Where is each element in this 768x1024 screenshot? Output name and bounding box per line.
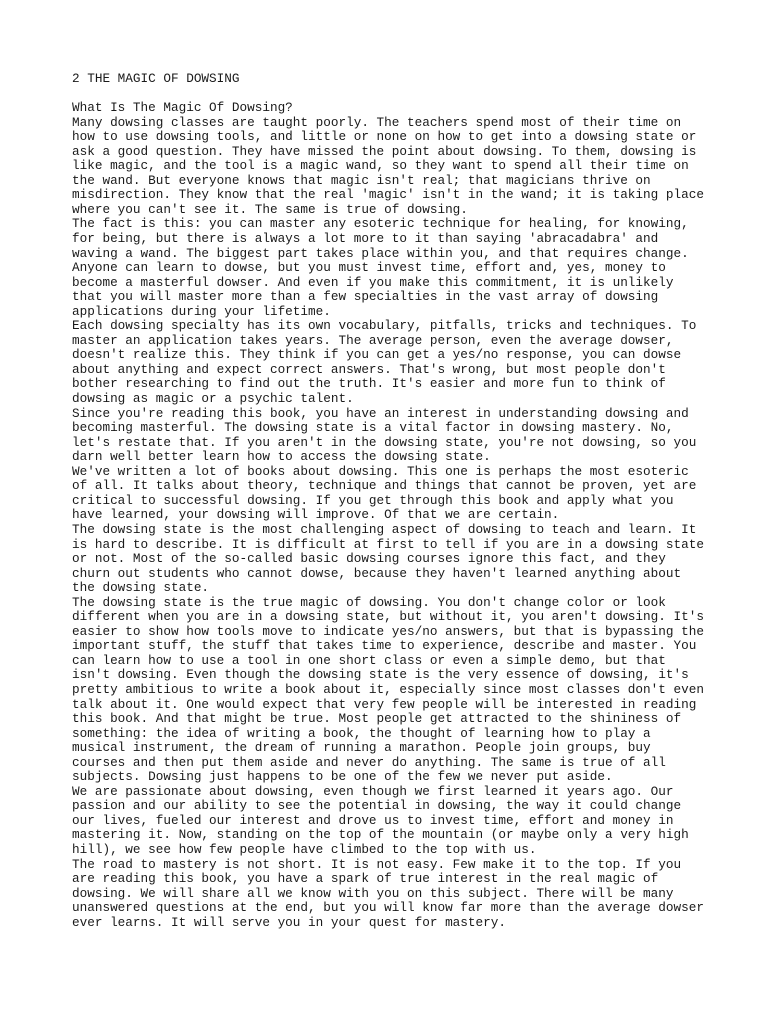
paragraph	[72, 596, 712, 785]
text-line: talk about it. One would expect that very few people will be interested in reading	[72, 696, 697, 712]
text-line: for being, but there is always a lot more to it than saying 'abracadabra' and	[72, 231, 659, 247]
text-line: easier to show how tools move to indicate yes/no answers, but that is bypassing the	[72, 623, 704, 639]
text-line: this book. And that might be true. Most people get attracted to the shininess of	[72, 711, 682, 727]
text-line: misdirection. They know that the real 'magic' isn't in the wand; it is taking place	[72, 187, 704, 203]
text-line: our lives, fueled our interest and drove us to invest time, effort and money in	[72, 812, 674, 828]
text-line: We are passionate about dowsing, even though we first learned it years ago. Our	[72, 783, 674, 799]
text-line: let's restate that. If you aren't in the dowsing state, you're not dowsing, so you	[72, 434, 697, 450]
text-line: have learned, your dowsing will improve. Of that we are certain.	[72, 507, 560, 523]
text-line: is hard to describe. It is difficult at first to tell if you are in a dowsing state	[72, 536, 704, 552]
text-line: The dowsing state is the true magic of dowsing. You don't change color or look	[72, 594, 666, 610]
document-page	[72, 72, 712, 930]
text-line: courses and then put them aside and never do anything. The same is true of all	[72, 754, 666, 770]
paragraph	[72, 217, 712, 319]
text-line: Since you're reading this book, you have an interest in understanding dowsing and	[72, 405, 689, 421]
text-line: We've written a lot of books about dowsing. This one is perhaps the most esoteric	[72, 463, 689, 479]
text-line: darn well better learn how to access the dowsing state.	[72, 449, 491, 465]
paragraph	[72, 319, 712, 406]
text-line: doesn't realize this. They think if you can get a yes/no response, you can dowse	[72, 347, 682, 363]
section-heading: What Is The Magic Of Dowsing?	[72, 100, 293, 116]
body-text	[72, 116, 712, 931]
text-line: something: the idea of writing a book, the thought of learning how to play a	[72, 725, 651, 741]
text-line: can learn how to use a tool in one short class or even a simple demo, but that	[72, 652, 666, 668]
paragraph	[72, 465, 712, 523]
text-line: mastering it. Now, standing on the top of the mountain (or maybe only a very high	[72, 827, 689, 843]
text-line: ask a good question. They have missed the point about dowsing. To them, dowsing is	[72, 143, 697, 159]
text-line: about anything and expect correct answers. That's wrong, but most people don't	[72, 361, 666, 377]
paragraph	[72, 407, 712, 465]
text-line: the wand. But everyone knows that magic isn't real; that magicians thrive on	[72, 172, 651, 188]
text-line: isn't dowsing. Even though the dowsing state is the very essence of dowsing, it's	[72, 667, 689, 683]
text-line: are reading this book, you have a spark of true interest in the real magic of	[72, 871, 659, 887]
text-line: hill), we see how few people have climbed to the top with us.	[72, 841, 537, 857]
text-line: Each dowsing specialty has its own vocabulary, pitfalls, tricks and techniques. To	[72, 318, 697, 334]
text-line: dowsing as magic or a psychic talent.	[72, 391, 354, 407]
text-line: or not. Most of the so-called basic dowsing courses ignore this fact, and they	[72, 551, 666, 567]
text-line: churn out students who cannot dowse, because they haven't learned anything about	[72, 565, 682, 581]
text-line: pretty ambitious to write a book about it, especially since most classes don't even	[72, 681, 704, 697]
text-line: The dowsing state is the most challenging aspect of dowsing to teach and learn. It	[72, 521, 697, 537]
text-line: passion and our ability to see the potential in dowsing, the way it could change	[72, 798, 682, 814]
text-line: bother researching to find out the truth. It's easier and more fun to think of	[72, 376, 666, 392]
text-line: subjects. Dowsing just happens to be one of the few we never put aside.	[72, 769, 613, 785]
text-line: Anyone can learn to dowse, but you must invest time, effort and, yes, money to	[72, 260, 666, 276]
paragraph	[72, 523, 712, 596]
blank-line	[72, 87, 712, 102]
text-line: of all. It talks about theory, technique and things that cannot be proven, yet are	[72, 478, 697, 494]
text-line: applications during your lifetime.	[72, 303, 331, 319]
text-line: Many dowsing classes are taught poorly. The teachers spend most of their time on	[72, 114, 682, 130]
text-line: different when you are in a dowsing state, but without it, you aren't dowsing. It's	[72, 609, 704, 625]
text-line: become a masterful dowser. And even if you make this commitment, it is unlikely	[72, 274, 674, 290]
text-line: becoming masterful. The dowsing state is a vital factor in dowsing mastery. No,	[72, 420, 674, 436]
text-line: musical instrument, the dream of running a marathon. People join groups, buy	[72, 740, 651, 756]
text-line: like magic, and the tool is a magic wand, so they want to spend all their time on	[72, 158, 689, 174]
text-line: critical to successful dowsing. If you get through this book and apply what you	[72, 492, 674, 508]
text-line: waving a wand. The biggest part takes place within you, and that requires change.	[72, 245, 689, 261]
text-line: ever learns. It will serve you in your quest for mastery.	[72, 914, 506, 930]
text-line: The road to mastery is not short. It is not easy. Few make it to the top. If you	[72, 856, 682, 872]
text-line: how to use dowsing tools, and little or none on how to get into a dowsing state or	[72, 129, 697, 145]
text-line: dowsing. We will share all we know with you on this subject. There will be many	[72, 885, 674, 901]
text-line: The fact is this: you can master any esoteric technique for healing, for knowing,	[72, 216, 689, 232]
paragraph	[72, 858, 712, 931]
text-line: where you can't see it. The same is true of dowsing.	[72, 201, 468, 217]
text-line: that you will master more than a few specialties in the vast array of dowsing	[72, 289, 659, 305]
text-line: the dowsing state.	[72, 580, 210, 596]
text-line: unanswered questions at the end, but you will know far more than the average dowser	[72, 900, 704, 916]
paragraph	[72, 785, 712, 858]
text-line: master an application takes years. The average person, even the average dowser,	[72, 332, 674, 348]
chapter-title: 2 THE MAGIC OF DOWSING	[72, 71, 240, 86]
paragraph	[72, 116, 712, 218]
text-line: important stuff, the stuff that takes time to experience, describe and master. You	[72, 638, 697, 654]
